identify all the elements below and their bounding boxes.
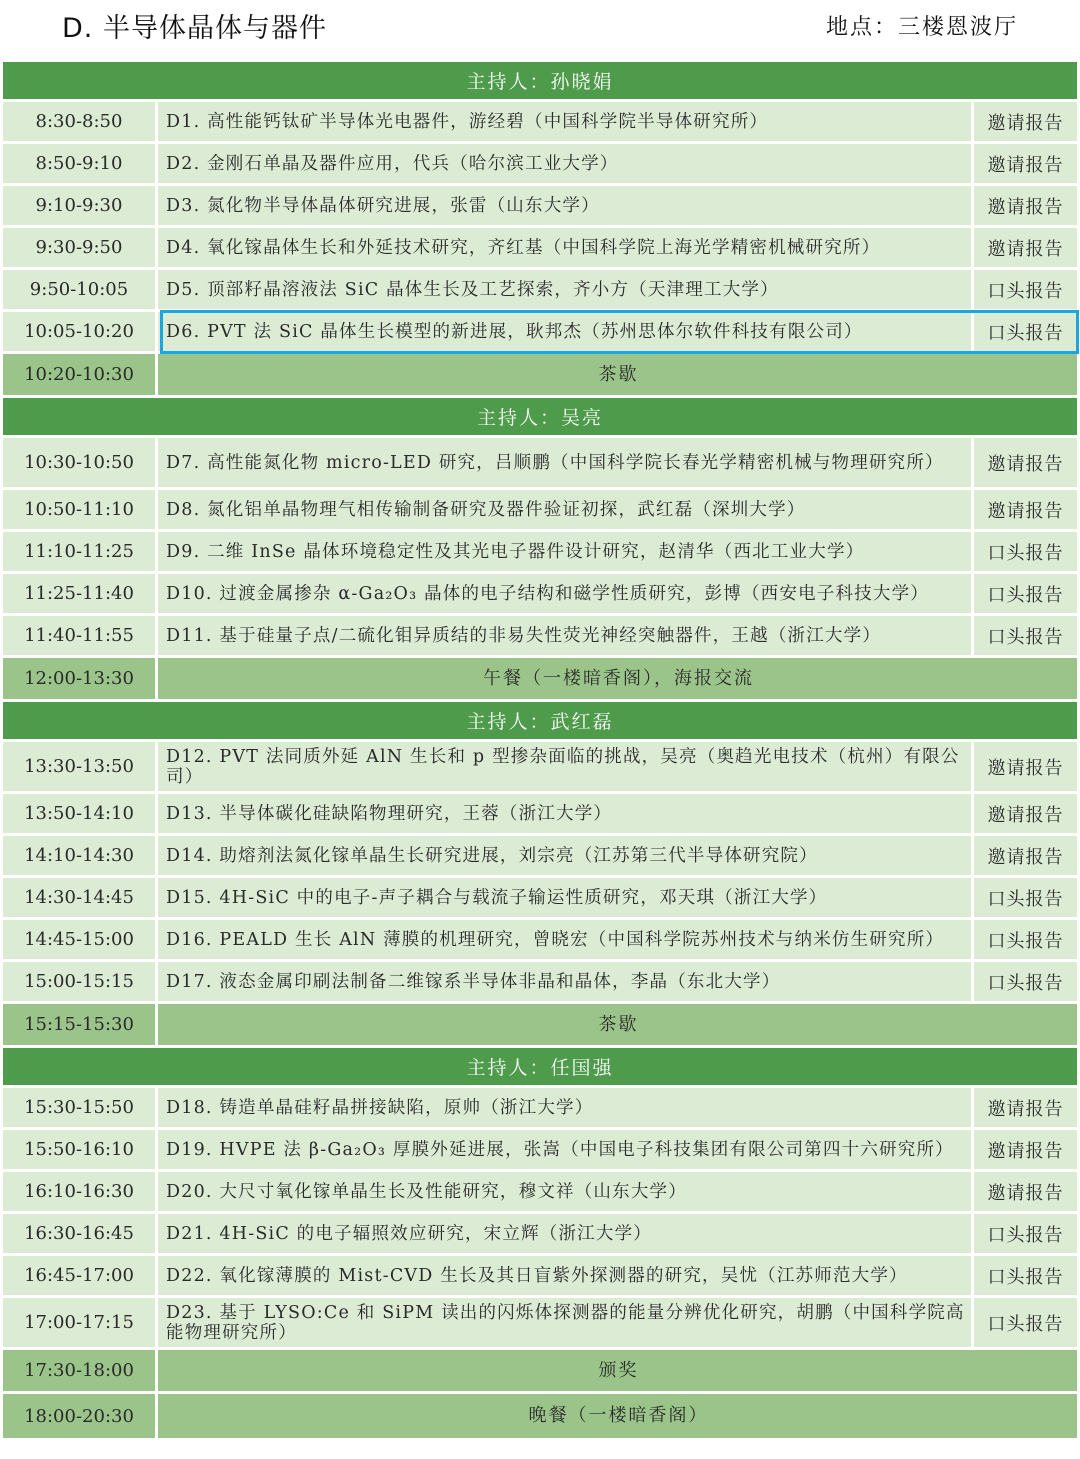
break-row: [3, 1350, 1077, 1394]
talk-type-cell: 口头报告: [974, 1256, 1077, 1295]
talk-type-cell: 邀请报告: [974, 186, 1077, 225]
talk-title-cell: D16. PEALD 生长 AlN 薄膜的机理研究，曾晓宏（中国科学院苏州技术与纳米仿生研究所）: [158, 920, 974, 959]
break-row: [3, 1394, 1077, 1438]
talk-title-cell: D21. 4H-SiC 的电子辐照效应研究，宋立辉（浙江大学）: [158, 1214, 974, 1253]
talk-title-cell: D17. 液态金属印刷法制备二维镓系半导体非晶和晶体，李晶（东北大学）: [158, 962, 974, 1001]
time-cell: 12:00-13:30: [3, 658, 158, 699]
page-header: [0, 0, 1080, 52]
talk-type-cell: 邀请报告: [974, 144, 1077, 183]
talk-type-cell: 口头报告: [974, 616, 1077, 655]
talk-row: [3, 616, 1077, 658]
time-cell: 15:15-15:30: [3, 1004, 158, 1045]
talk-type-cell: 邀请报告: [974, 836, 1077, 875]
talk-title-cell: D10. 过渡金属掺杂 α-Ga₂O₃ 晶体的电子结构和磁学性质研究，彭博（西安电子科技大学）: [158, 574, 974, 613]
break-row: [3, 1004, 1077, 1048]
talk-type-cell: 口头报告: [974, 878, 1077, 917]
talk-row: [3, 532, 1077, 574]
break-row: [3, 354, 1077, 398]
talk-title-cell: D14. 助熔剂法氮化镓单晶生长研究进展，刘宗亮（江苏第三代半导体研究院）: [158, 836, 974, 875]
talk-title-cell: D15. 4H-SiC 中的电子-声子耦合与载流子输运性质研究，邓天琪（浙江大学）: [158, 878, 974, 917]
time-cell: 10:20-10:30: [3, 354, 158, 395]
time-cell: 16:30-16:45: [3, 1214, 158, 1253]
talk-title-cell: D5. 顶部籽晶溶液法 SiC 晶体生长及工艺探索，齐小方（天津理工大学）: [158, 270, 974, 309]
talk-title-cell: D22. 氧化镓薄膜的 Mist-CVD 生长及其日盲紫外探测器的研究，吴忧（江苏师范大学）: [158, 1256, 974, 1295]
talk-type-cell: 邀请报告: [974, 228, 1077, 267]
talk-title-cell: D12. PVT 法同质外延 AlN 生长和 p 型掺杂面临的挑战，吴亮（奥趋光电技术（杭州）有限公司）: [158, 742, 974, 791]
schedule-table: [3, 62, 1077, 1438]
break-label-cell: 茶歇: [158, 354, 1077, 395]
talk-title-cell: D6. PVT 法 SiC 晶体生长模型的新进展，耿邦杰（苏州思体尔软件科技有限公司）: [158, 312, 974, 351]
time-cell: 9:50-10:05: [3, 270, 158, 309]
break-label-cell: 晚餐（一楼暗香阁）: [158, 1394, 1077, 1438]
break-row: [3, 658, 1077, 702]
time-cell: 14:10-14:30: [3, 836, 158, 875]
talk-title-cell: D1. 高性能钙钛矿半导体光电器件，游经碧（中国科学院半导体研究所）: [158, 102, 974, 141]
session-host-bar: 主持人：吴亮: [3, 398, 1077, 438]
session-host-bar: 主持人：武红磊: [3, 702, 1077, 742]
talk-row: [3, 438, 1077, 490]
talk-row: [3, 1130, 1077, 1172]
talk-type-cell: 邀请报告: [974, 438, 1077, 487]
talk-row: [3, 1214, 1077, 1256]
time-cell: 14:45-15:00: [3, 920, 158, 959]
time-cell: 17:30-18:00: [3, 1350, 158, 1391]
time-cell: 17:00-17:15: [3, 1298, 158, 1347]
time-cell: 11:10-11:25: [3, 532, 158, 571]
talk-type-cell: 邀请报告: [974, 1088, 1077, 1127]
talk-title-cell: D3. 氮化物半导体晶体研究进展，张雷（山东大学）: [158, 186, 974, 225]
time-cell: 10:50-11:10: [3, 490, 158, 529]
session-host-bar: 主持人：孙晓娟: [3, 62, 1077, 102]
time-cell: 9:30-9:50: [3, 228, 158, 267]
talk-type-cell: 口头报告: [974, 1298, 1077, 1347]
talk-type-cell: 口头报告: [974, 962, 1077, 1001]
break-label-cell: 颁奖: [158, 1350, 1077, 1391]
time-cell: 16:45-17:00: [3, 1256, 158, 1295]
time-cell: 15:50-16:10: [3, 1130, 158, 1169]
talk-type-cell: 邀请报告: [974, 742, 1077, 791]
time-cell: 18:00-20:30: [3, 1394, 158, 1438]
time-cell: 16:10-16:30: [3, 1172, 158, 1211]
talk-title-cell: D9. 二维 InSe 晶体环境稳定性及其光电子器件设计研究，赵清华（西北工业大学）: [158, 532, 974, 571]
talk-row: [3, 1088, 1077, 1130]
talk-title-cell: D23. 基于 LYSO:Ce 和 SiPM 读出的闪烁体探测器的能量分辨优化研究，胡鹏（中国科学院高能物理研究所）: [158, 1298, 974, 1347]
talk-row: [3, 1172, 1077, 1214]
talk-row: [3, 312, 1077, 354]
talk-title-cell: D8. 氮化铝单晶物理气相传输制备研究及器件验证初探，武红磊（深圳大学）: [158, 490, 974, 529]
talk-row: [3, 490, 1077, 532]
talk-row: [3, 186, 1077, 228]
talk-type-cell: 邀请报告: [974, 794, 1077, 833]
time-cell: 15:00-15:15: [3, 962, 158, 1001]
talk-type-cell: 邀请报告: [974, 1172, 1077, 1211]
talk-row: [3, 270, 1077, 312]
talk-title-cell: D4. 氧化镓晶体生长和外延技术研究，齐红基（中国科学院上海光学精密机械研究所）: [158, 228, 974, 267]
talk-title-cell: D11. 基于硅量子点/二硫化钼异质结的非易失性荧光神经突触器件，王越（浙江大学）: [158, 616, 974, 655]
talk-type-cell: 口头报告: [974, 312, 1077, 351]
talk-row: [3, 1256, 1077, 1298]
time-cell: 11:25-11:40: [3, 574, 158, 613]
talk-title-cell: D20. 大尺寸氧化镓单晶生长及性能研究，穆文祥（山东大学）: [158, 1172, 974, 1211]
talk-row: [3, 1298, 1077, 1350]
time-cell: 8:30-8:50: [3, 102, 158, 141]
venue-label: 地点：三楼恩波厅: [825, 15, 1018, 40]
time-cell: 14:30-14:45: [3, 878, 158, 917]
time-cell: 15:30-15:50: [3, 1088, 158, 1127]
talk-row: [3, 742, 1077, 794]
time-cell: 13:30-13:50: [3, 742, 158, 791]
time-cell: 8:50-9:10: [3, 144, 158, 183]
time-cell: 9:10-9:30: [3, 186, 158, 225]
talk-row: [3, 574, 1077, 616]
talk-title-cell: D7. 高性能氮化物 micro-LED 研究，吕顺鹏（中国科学院长春光学精密机械与物理研究所）: [158, 438, 974, 487]
break-label-cell: 午餐（一楼暗香阁），海报交流: [158, 658, 1077, 699]
time-cell: 11:40-11:55: [3, 616, 158, 655]
talk-row: [3, 144, 1077, 186]
talk-type-cell: 邀请报告: [974, 1130, 1077, 1169]
talk-row: [3, 962, 1077, 1004]
talk-type-cell: 口头报告: [974, 270, 1077, 309]
talk-title-cell: D2. 金刚石单晶及器件应用，代兵（哈尔滨工业大学）: [158, 144, 974, 183]
talk-type-cell: 邀请报告: [974, 102, 1077, 141]
talk-row: [3, 102, 1077, 144]
talk-type-cell: 口头报告: [974, 920, 1077, 959]
time-cell: 13:50-14:10: [3, 794, 158, 833]
time-cell: 10:05-10:20: [3, 312, 158, 351]
talk-title-cell: D18. 铸造单晶硅籽晶拼接缺陷，原帅（浙江大学）: [158, 1088, 974, 1127]
section-title: D. 半导体晶体与器件: [62, 13, 327, 44]
talk-title-cell: D19. HVPE 法 β-Ga₂O₃ 厚膜外延进展，张嵩（中国电子科技集团有限公司第四十六研究所）: [158, 1130, 974, 1169]
session-host-bar: 主持人：任国强: [3, 1048, 1077, 1088]
talk-row: [3, 920, 1077, 962]
talk-row: [3, 228, 1077, 270]
break-label-cell: 茶歇: [158, 1004, 1077, 1045]
talk-type-cell: 口头报告: [974, 1214, 1077, 1253]
talk-type-cell: 口头报告: [974, 532, 1077, 571]
talk-title-cell: D13. 半导体碳化硅缺陷物理研究，王蓉（浙江大学）: [158, 794, 974, 833]
talk-row: [3, 836, 1077, 878]
talk-type-cell: 邀请报告: [974, 490, 1077, 529]
talk-type-cell: 口头报告: [974, 574, 1077, 613]
talk-row: [3, 878, 1077, 920]
talk-row: [3, 794, 1077, 836]
time-cell: 10:30-10:50: [3, 438, 158, 487]
